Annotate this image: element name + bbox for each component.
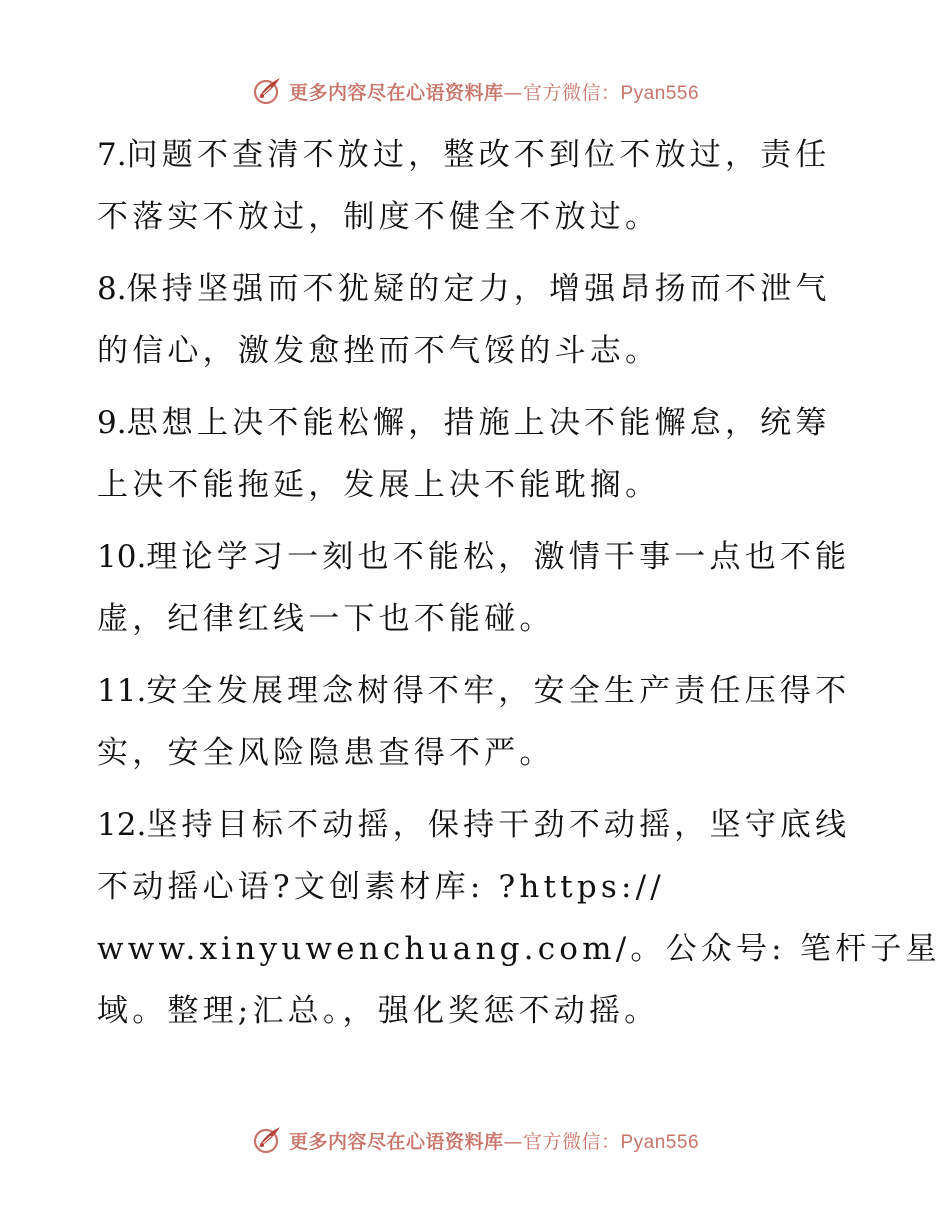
header-dash: — <box>503 81 523 104</box>
list-item: 12.坚持目标不动摇，保持干劲不动摇，坚守底线 不动摇心语?文创素材库: ?https:// www.xinyuwenchuang.com/。公众号: 笔杆子星 域。整理;汇总。，强化奖惩不动摇。 <box>97 807 941 1029</box>
list-item: 7.问题不查清不放过，整改不到位不放过，责任 不落实不放过，制度不健全不放过。 <box>97 137 831 235</box>
feather-pen-circle-icon <box>251 75 283 107</box>
footer-text <box>289 1127 699 1154</box>
footer-brand: 更多内容尽在心语资料库 <box>288 1130 504 1153</box>
header-brand: 更多内容尽在心语资料库 <box>288 81 504 104</box>
header-wechat-label: 官方微信： <box>522 81 621 104</box>
list-item: 9.思想上决不能松懈，措施上决不能懈怠，统筹 上决不能拖延，发展上决不能耽搁。 <box>97 405 831 503</box>
footer-wechat-id: Pyan556 <box>620 1131 700 1153</box>
list-item: 11.安全发展理念树得不牢，安全生产责任压得不 实，安全风险隐患查得不严。 <box>97 673 851 771</box>
list-item: 10.理论学习一刻也不能松，激情干事一点也不能 虚，纪律红线一下也不能碰。 <box>97 539 851 637</box>
footer-wechat-label: 官方微信： <box>522 1130 621 1153</box>
header-banner <box>0 71 950 111</box>
website-url-line: www.xinyuwenchuang.com/。公众号: 笔杆子星 <box>97 931 941 967</box>
footer-dash: — <box>503 1130 523 1153</box>
list-item: 8.保持坚强而不犹疑的定力，增强昂扬而不泄气 的信心，激发愈挫而不气馁的斗志。 <box>97 271 831 369</box>
header-text <box>289 78 699 105</box>
feather-pen-circle-icon <box>251 1124 283 1156</box>
footer-banner <box>0 1120 950 1160</box>
document-body <box>97 124 941 1042</box>
header-wechat-id: Pyan556 <box>620 82 700 104</box>
